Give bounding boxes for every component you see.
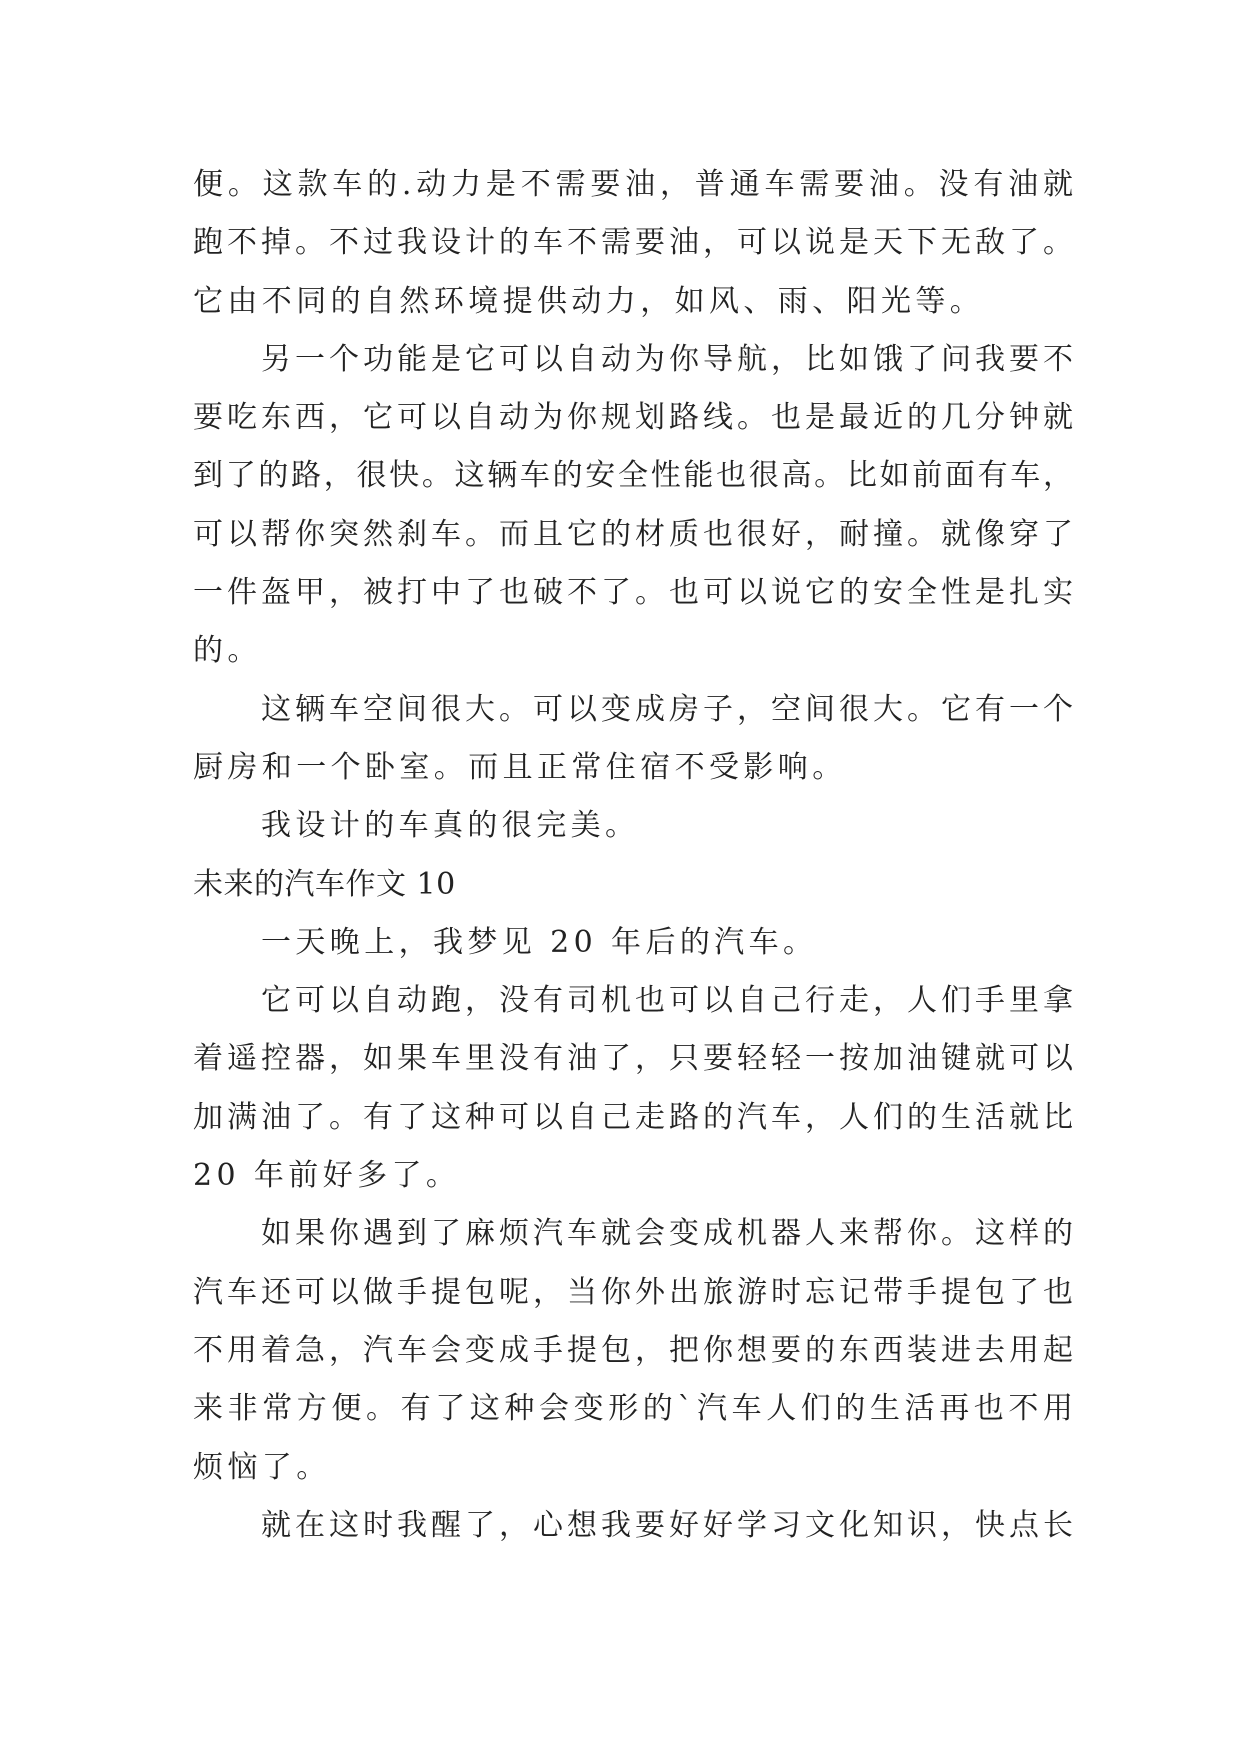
document-body (193, 156, 1073, 1555)
text-line: 不用着急，汽车会变成手提包，把你想要的东西装进去用起 (193, 1332, 1073, 1368)
text-line: 着遥控器，如果车里没有油了，只要轻轻一按加油键就可以 (193, 1041, 1073, 1077)
text-line: 厨房和一个卧室。而且正常住宿不受影响。 (193, 749, 847, 785)
section-heading: 未来的汽车作文 10 (193, 866, 456, 902)
text-line: 一天晚上，我梦见 20 年后的汽车。 (261, 924, 818, 960)
text-line: 的。 (193, 633, 262, 669)
text-line: 它可以自动跑，没有司机也可以自己行走，人们手里拿 (261, 983, 1073, 1019)
text-line: 跑不掉。不过我设计的车不需要油，可以说是天下无敌了。 (193, 225, 1073, 261)
text-line: 便。这款车的.动力是不需要油，普通车需要油。没有油就 (193, 167, 1073, 202)
text-line: 可以帮你突然刹车。而且它的材质也很好，耐撞。就像穿了 (193, 516, 1073, 552)
text-line: 这辆车空间很大。可以变成房子，空间很大。它有一个 (261, 691, 1073, 727)
text-line: 它由不同的自然环境提供动力，如风、雨、阳光等。 (193, 283, 985, 319)
text-line: 就在这时我醒了，心想我要好好学习文化知识，快点长 (261, 1507, 1073, 1543)
text-line: 要吃东西，它可以自动为你规划路线。也是最近的几分钟就 (193, 400, 1073, 436)
text-line: 20 年前好多了。 (193, 1158, 461, 1194)
text-line: 烦恼了。 (193, 1449, 331, 1485)
text-line: 如果你遇到了麻烦汽车就会变成机器人来帮你。这样的 (261, 1216, 1073, 1252)
text-line: 我设计的车真的很完美。 (261, 808, 640, 844)
text-line: 来非常方便。有了这种会变形的`汽车人们的生活再也不用 (193, 1391, 1073, 1427)
text-line: 加满油了。有了这种可以自己走路的汽车，人们的生活就比 (193, 1099, 1073, 1135)
text-line: 汽车还可以做手提包呢，当你外出旅游时忘记带手提包了也 (193, 1274, 1073, 1310)
text-line: 另一个功能是它可以自动为你导航，比如饿了问我要不 (261, 341, 1073, 377)
text-line: 一件盔甲，被打中了也破不了。也可以说它的安全性是扎实 (193, 575, 1073, 611)
text-line: 到了的路，很快。这辆车的安全性能也很高。比如前面有车， (193, 458, 1073, 494)
